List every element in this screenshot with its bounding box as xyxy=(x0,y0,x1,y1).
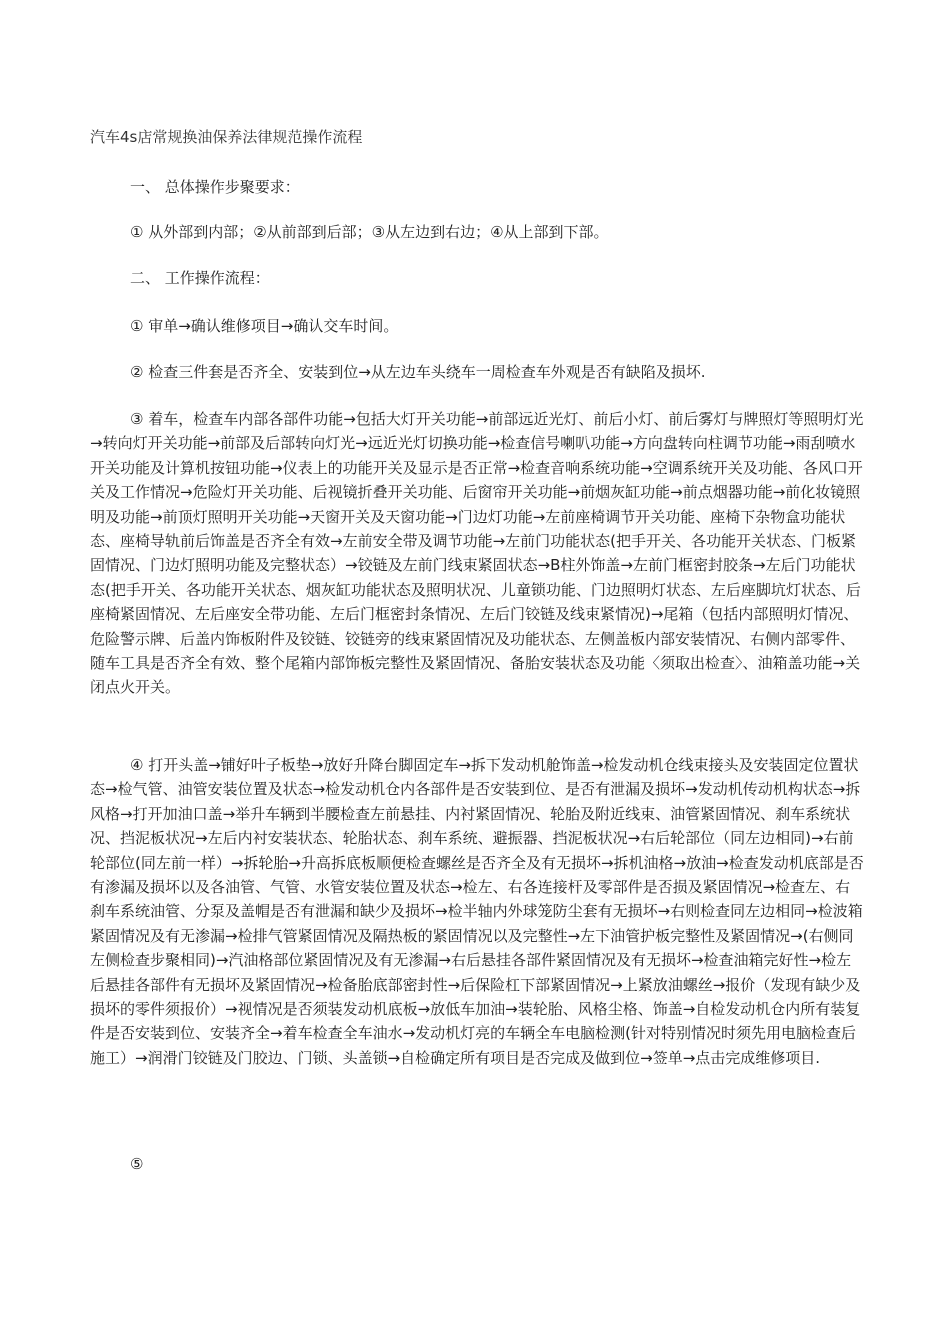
workflow-step-2: ② 检查三件套是否齐全、安装到位→从左边车头绕车一周检查车外观是否有缺陷及损坏. xyxy=(130,363,706,381)
workflow-step-1: ① 审单→确认维修项目→确认交车时间。 xyxy=(130,317,399,335)
workflow-step-4: ④ 打开头盖→铺好叶子板垫→放好升降台脚固定车→拆下发动机舱饰盖→检发动机仓线束接头及安装固定位置状态→检气管、油管安装位置及状态→检发动机仓内各部件是否安装到位、是否有泄漏及损坏→发动机传动机构状态→拆风格→打开加油口盖→举升车辆到半腰检查左前悬挂、内衬紧固情况、轮胎及附近线束、油管紧固情况、刹车系统状况、挡泥板状况→左后内衬安装状态、轮胎状态、刹车系统、避振器、挡泥板状况→右后轮部位（同左边相同)→右前轮部位(同左前一样）→拆轮胎→升高拆底板顺便检查螺丝是否齐全及有无损坏→拆机油格→放油→检查发动机底部是否有渗漏及损坏以及各油管、气管、水管安装位置及状态→检左、右各连接杆及零部件是否损及紧固情况→检查左、右刹车系统油管、分泵及盖帽是否有泄漏和缺少及损坏→检半轴内外球笼防尘套有无损坏→右则检查同左边相同→检波箱紧固情况及有无渗漏→检排气管紧固情况及隔热板的紧固情况以及完整性→左下油管护板完整性及紧固情况→(右侧同左侧检查步聚相同)→汽油格部位紧固情况及有无渗漏→右后悬挂各部件紧固情况及有无损坏→检查油箱完好性→检左后悬挂各部件有无损坏及紧固情况→检备胎底部密封性→后保险杠下部紧固情况→上紧放油螺丝→报价（发现有缺少及损坏的零件须报价）→视情况是否须装发动机底板→放低车加油→装轮胎、风格尘格、饰盖→自检发动机仓内所有装复件是否安装到位、安装齐全→着车检查全车油水→发动机灯亮的车辆全车电脑检测(针对特别情况时须先用电脑检查后施工）→润滑门铰链及门胶边、门锁、头盖锁→自检确定所有项目是否完成及做到位→签单→点击完成维修项目. xyxy=(90,756,864,1067)
document-title: 汽车4s店常规换油保养法律规范操作流程 xyxy=(90,128,363,146)
section1-step1: ① 从外部到内部；②从前部到后部；③从左边到右边；④从上部到下部。 xyxy=(130,223,609,241)
workflow-step-5: ⑤ xyxy=(130,1155,144,1173)
workflow-step-3: ③ 着车，检查车内部各部件功能→包括大灯开关功能→前部远近光灯、前后小灯、前后雾灯与牌照灯等照明灯光→转向灯开关功能→前部及后部转向灯光→远近光灯切换功能→检查信号喇叭功能→方向盘转向柱调节功能→雨刮喷水开关功能及计算机按钮功能→仪表上的功能开关及显示是否正常→检查音响系统功能→空调系统开关及功能、各风口开关及工作情况→危险灯开关功能、后视镜折叠开关功能、后窗帘开关功能→前烟灰缸功能→前点烟器功能→前化妆镜照明及功能→前顶灯照明开关功能→天窗开关及天窗功能→门边灯功能→左前座椅调节开关功能、座椅下杂物盒功能状态、座椅导轨前后饰盖是否齐全有效→左前安全带及调节功能→左前门功能状态(把手开关、各功能开关状态、门板紧固情况、门边灯照明功能及完整状态）→铰链及左前门线束紧固状态→B柱外饰盖→左前门框密封胶条→左后门功能状态(把手开关、各功能开关状态、烟灰缸功能状态及照明状况、儿童锁功能、门边照明灯状态、左后座脚坑灯状态、后座椅紧固情况、左后座安全带功能、左后门框密封条情况、左后门铰链及线束紧情况)→尾箱（包括内部照明灯情况、危险警示牌、后盖内饰板附件及铰链、铰链旁的线束紧固情况及功能状态、左侧盖板内部安装情况、右侧内部零件、随车工具是否齐全有效、整个尾箱内部饰板完整性及紧固情况、备胎安装状态及功能〈须取出检查〉、油箱盖功能→关闭点火开关。 xyxy=(90,410,864,697)
section2-heading: 二、 工作操作流程： xyxy=(130,269,270,287)
section1-heading: 一、 总体操作步聚要求： xyxy=(130,178,300,196)
